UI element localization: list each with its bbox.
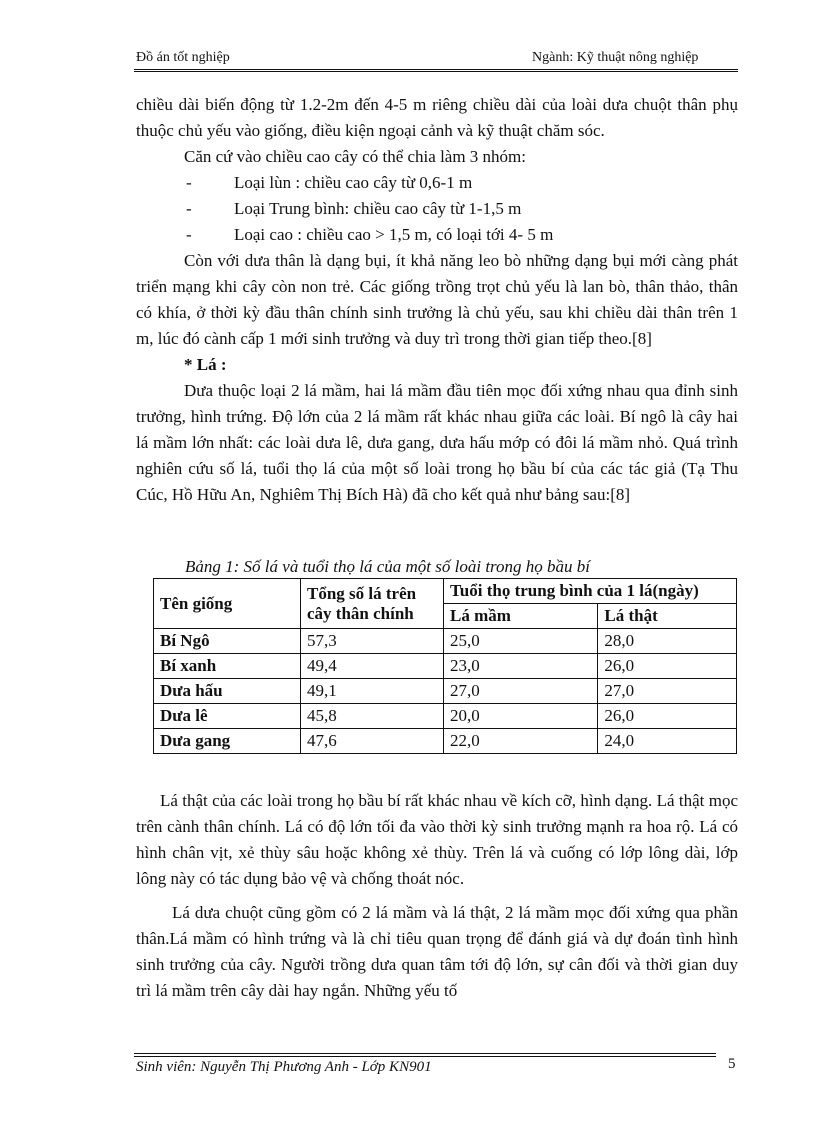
table-caption: Bảng 1: Số lá và tuổi thọ lá của một số loài trong họ bầu bí [185, 557, 590, 576]
paragraph-height-groups: Căn cứ vào chiều cao cây có thể chia làm 3 nhóm: [184, 147, 527, 166]
cell-cotyledon: 25,0 [444, 629, 598, 654]
cell-name: Bí Ngô [154, 629, 301, 654]
cell-true-leaf: 26,0 [598, 704, 737, 729]
list-item: - Loại lùn : chiều cao cây từ 0,6-1 m [186, 173, 473, 192]
paragraph-bush-type: Còn với dưa thân là dạng bụi, ít khả năng leo bò những dạng bụi mới càng phát triển mạng khi cây còn non trẻ. Các giống trồng trọt chủ yếu là lan bò, thân thảo, thân có khía, ở thời kỳ đầu thân chính sinh trưởng là chủ yếu, sau khi chiều dài thân trên 1 m, lúc đó cành cấp 1 mới sinh trưởng và duy trì trong thời gian tiếp theo.[8] [136, 251, 738, 348]
column-header-name: Tên giống [154, 579, 301, 629]
column-header-true-leaf: Lá thật [598, 604, 737, 629]
cell-total: 49,1 [301, 679, 444, 704]
paragraph-cotyledon: Dưa thuộc loại 2 lá mầm, hai lá mầm đầu tiên mọc đối xứng nhau qua đỉnh sinh trưởng, hình trứng. Độ lớn của 2 lá mầm rất khác nhau giữa các loài. Bí ngô là cây hai lá mầm lớn nhất: các loài dưa lê, dưa gang, dưa hấu mớp có đôi lá mầm nhỏ. Quá trình nghiên cứu số lá, tuổi thọ lá của một số loài trong họ bầu bí của các tác giả (Tạ Thu Cúc, Hồ Hữu An, Nghiêm Thị Bích Hà) đã cho kết quả như bảng sau:[8] [136, 381, 738, 504]
cell-name: Bí xanh [154, 654, 301, 679]
cell-true-leaf: 26,0 [598, 654, 737, 679]
cell-cotyledon: 22,0 [444, 729, 598, 754]
table-row [154, 629, 737, 654]
cell-total: 45,8 [301, 704, 444, 729]
cell-cotyledon: 27,0 [444, 679, 598, 704]
cell-name: Dưa gang [154, 729, 301, 754]
footer-student: Sinh viên: Nguyễn Thị Phương Anh - Lớp KN901 [136, 1059, 432, 1075]
column-header-leaf-lifespan: Tuổi thọ trung bình của 1 lá(ngày) [444, 579, 737, 604]
header-doc-type: Đồ án tốt nghiệp [136, 50, 230, 65]
section-heading-leaf: * Lá : [184, 355, 227, 374]
footer-divider-2 [134, 1056, 716, 1057]
table-row [154, 704, 737, 729]
list-item: - Loại cao : chiều cao > 1,5 m, có loại tới 4- 5 m [186, 225, 554, 244]
footer-divider [134, 1053, 716, 1054]
leaf-data-table [153, 578, 737, 754]
header-major: Ngành: Kỹ thuật nông nghiệp [532, 50, 699, 65]
paragraph-cucumber-leaf: Lá dưa chuột cũng gồm có 2 lá mầm và lá thật, 2 lá mầm mọc đối xứng qua phần thân.Lá mầm có hình trứng và là chỉ tiêu quan trọng để đánh giá và dự đoán tình hình sinh trưởng của cây. Người trồng dưa quan tâm tới độ lớn, sự cân đối và thời gian duy trì lá mầm trên cây dài hay ngắn. Những yếu tố [136, 903, 738, 1000]
page-number: 5 [728, 1056, 736, 1072]
header-divider-2 [134, 71, 738, 72]
table-row [154, 654, 737, 679]
body-text-continued [136, 788, 738, 1004]
cell-true-leaf: 28,0 [598, 629, 737, 654]
cell-cotyledon: 20,0 [444, 704, 598, 729]
table-row [154, 679, 737, 704]
height-group-list [136, 170, 738, 248]
body-text [136, 92, 738, 508]
cell-total: 49,4 [301, 654, 444, 679]
header-divider [134, 69, 738, 70]
table-row [154, 729, 737, 754]
cell-name: Dưa lê [154, 704, 301, 729]
column-header-total-leaves: Tổng số lá trên cây thân chính [301, 579, 444, 629]
column-header-cotyledon: Lá mầm [444, 604, 598, 629]
cell-total: 57,3 [301, 629, 444, 654]
cell-true-leaf: 27,0 [598, 679, 737, 704]
list-item: - Loại Trung bình: chiều cao cây từ 1-1,5 m [186, 199, 522, 218]
cell-name: Dưa hấu [154, 679, 301, 704]
cell-true-leaf: 24,0 [598, 729, 737, 754]
cell-cotyledon: 23,0 [444, 654, 598, 679]
paragraph-stem-length: chiều dài biến động từ 1.2-2m đến 4-5 m riêng chiều dài của loài dưa chuột thân phụ thuộc chủ yếu vào giống, điều kiện ngoại cảnh và kỹ thuật chăm sóc. [136, 95, 738, 140]
paragraph-true-leaf: Lá thật của các loài trong họ bầu bí rất khác nhau về kích cỡ, hình dạng. Lá thật mọc trên cành thân chính. Lá có độ lớn tối đa vào thời kỳ sinh trưởng mạnh ra hoa rộ. Lá có hình chân vịt, xẻ thùy sâu hoặc không xẻ thùy. Trên lá và cuống có lớp lông dài, lớp lông này có tác dụng bảo vệ và chống thoát nóc. [136, 791, 738, 888]
cell-total: 47,6 [301, 729, 444, 754]
